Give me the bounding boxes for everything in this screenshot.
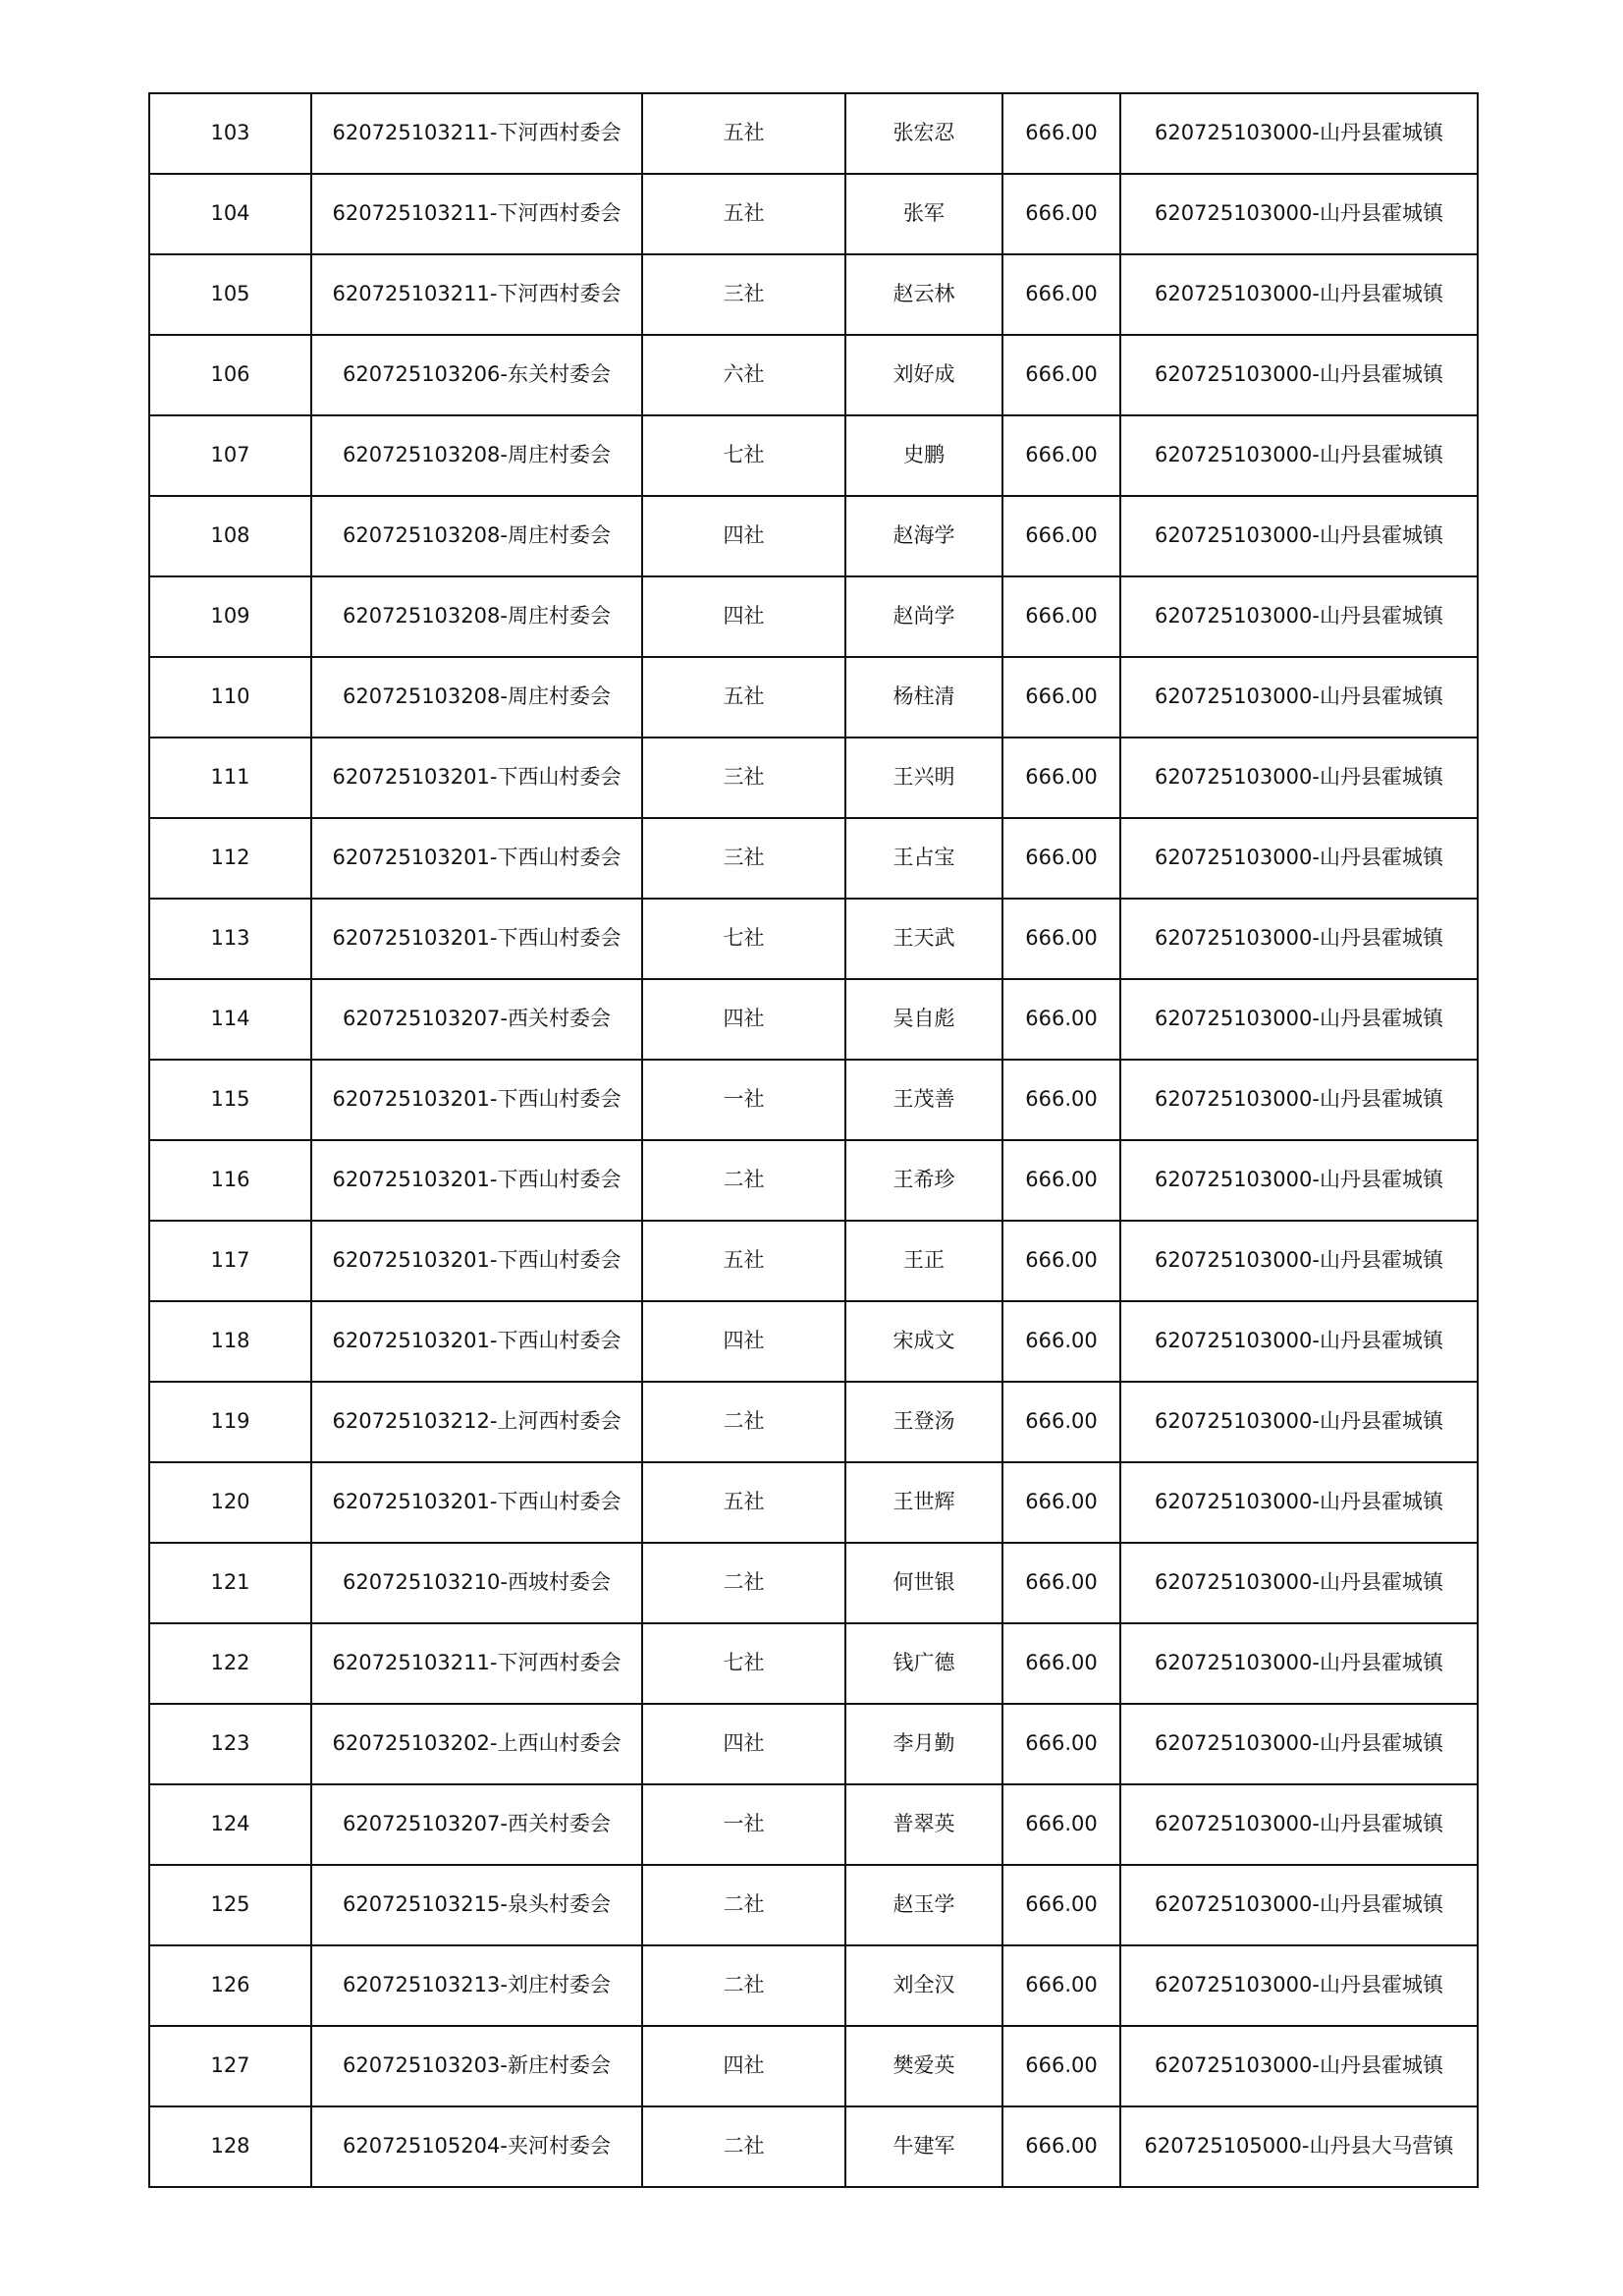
- row-number-cell: 121: [149, 1543, 311, 1623]
- row-number-cell: 120: [149, 1462, 311, 1543]
- amount-cell: 666.00: [1002, 1623, 1120, 1704]
- village-group-cell: 二社: [642, 1382, 845, 1462]
- amount-cell: 666.00: [1002, 1301, 1120, 1382]
- amount-cell: 666.00: [1002, 496, 1120, 576]
- village-committee-cell: 620725103207-西关村委会: [311, 1784, 642, 1865]
- township-cell: 620725103000-山丹县霍城镇: [1120, 576, 1478, 657]
- amount-cell: 666.00: [1002, 2026, 1120, 2106]
- person-name-cell: 牛建军: [845, 2106, 1002, 2187]
- amount-cell: 666.00: [1002, 657, 1120, 738]
- village-group-cell: 五社: [642, 657, 845, 738]
- table-row: [149, 1462, 1478, 1543]
- village-committee-cell: 620725103213-刘庄村委会: [311, 1945, 642, 2026]
- township-cell: 620725103000-山丹县霍城镇: [1120, 1301, 1478, 1382]
- village-committee-cell: 620725103201-下西山村委会: [311, 1060, 642, 1140]
- township-cell: 620725103000-山丹县霍城镇: [1120, 415, 1478, 496]
- person-name-cell: 杨柱清: [845, 657, 1002, 738]
- village-group-cell: 五社: [642, 174, 845, 254]
- village-group-cell: 七社: [642, 899, 845, 979]
- table-row: [149, 1221, 1478, 1301]
- row-number-cell: 103: [149, 93, 311, 174]
- row-number-cell: 127: [149, 2026, 311, 2106]
- township-cell: 620725103000-山丹县霍城镇: [1120, 1140, 1478, 1221]
- row-number-cell: 128: [149, 2106, 311, 2187]
- village-committee-cell: 620725103211-下河西村委会: [311, 93, 642, 174]
- village-group-cell: 四社: [642, 2026, 845, 2106]
- amount-cell: 666.00: [1002, 818, 1120, 899]
- row-number-cell: 114: [149, 979, 311, 1060]
- amount-cell: 666.00: [1002, 576, 1120, 657]
- amount-cell: 666.00: [1002, 1462, 1120, 1543]
- row-number-cell: 105: [149, 254, 311, 335]
- village-group-cell: 四社: [642, 1301, 845, 1382]
- person-name-cell: 史鹏: [845, 415, 1002, 496]
- amount-cell: 666.00: [1002, 1382, 1120, 1462]
- village-committee-cell: 620725103208-周庄村委会: [311, 496, 642, 576]
- table-row: [149, 657, 1478, 738]
- village-group-cell: 二社: [642, 1543, 845, 1623]
- township-cell: 620725103000-山丹县霍城镇: [1120, 93, 1478, 174]
- township-cell: 620725103000-山丹县霍城镇: [1120, 1865, 1478, 1945]
- table-row: [149, 1784, 1478, 1865]
- person-name-cell: 何世银: [845, 1543, 1002, 1623]
- village-committee-cell: 620725103201-下西山村委会: [311, 899, 642, 979]
- township-cell: 620725103000-山丹县霍城镇: [1120, 1462, 1478, 1543]
- person-name-cell: 刘全汉: [845, 1945, 1002, 2026]
- table-row: [149, 415, 1478, 496]
- row-number-cell: 115: [149, 1060, 311, 1140]
- township-cell: 620725103000-山丹县霍城镇: [1120, 1784, 1478, 1865]
- township-cell: 620725103000-山丹县霍城镇: [1120, 1623, 1478, 1704]
- village-committee-cell: 620725103211-下河西村委会: [311, 174, 642, 254]
- table-row: [149, 335, 1478, 415]
- village-committee-cell: 620725103210-西坡村委会: [311, 1543, 642, 1623]
- village-group-cell: 三社: [642, 738, 845, 818]
- row-number-cell: 126: [149, 1945, 311, 2026]
- person-name-cell: 李月勤: [845, 1704, 1002, 1784]
- village-committee-cell: 620725103208-周庄村委会: [311, 657, 642, 738]
- village-committee-cell: 620725103208-周庄村委会: [311, 415, 642, 496]
- person-name-cell: 张军: [845, 174, 1002, 254]
- table-row: [149, 1704, 1478, 1784]
- table-row: [149, 1543, 1478, 1623]
- township-cell: 620725103000-山丹县霍城镇: [1120, 657, 1478, 738]
- amount-cell: 666.00: [1002, 1704, 1120, 1784]
- amount-cell: 666.00: [1002, 335, 1120, 415]
- person-name-cell: 吴自彪: [845, 979, 1002, 1060]
- table-row: [149, 1945, 1478, 2026]
- row-number-cell: 118: [149, 1301, 311, 1382]
- village-committee-cell: 620725103212-上河西村委会: [311, 1382, 642, 1462]
- village-committee-cell: 620725103201-下西山村委会: [311, 1221, 642, 1301]
- village-committee-cell: 620725103207-西关村委会: [311, 979, 642, 1060]
- table-row: [149, 899, 1478, 979]
- person-name-cell: 赵玉学: [845, 1865, 1002, 1945]
- village-committee-cell: 620725103201-下西山村委会: [311, 738, 642, 818]
- village-group-cell: 一社: [642, 1060, 845, 1140]
- township-cell: 620725103000-山丹县霍城镇: [1120, 174, 1478, 254]
- amount-cell: 666.00: [1002, 979, 1120, 1060]
- amount-cell: 666.00: [1002, 1140, 1120, 1221]
- person-name-cell: 赵尚学: [845, 576, 1002, 657]
- table-row: [149, 1382, 1478, 1462]
- village-group-cell: 四社: [642, 576, 845, 657]
- amount-cell: 666.00: [1002, 2106, 1120, 2187]
- amount-cell: 666.00: [1002, 1543, 1120, 1623]
- amount-cell: 666.00: [1002, 1784, 1120, 1865]
- row-number-cell: 116: [149, 1140, 311, 1221]
- table-row: [149, 254, 1478, 335]
- village-committee-cell: 620725103215-泉头村委会: [311, 1865, 642, 1945]
- village-group-cell: 七社: [642, 1623, 845, 1704]
- village-committee-cell: 620725103201-下西山村委会: [311, 1140, 642, 1221]
- village-group-cell: 三社: [642, 818, 845, 899]
- village-committee-cell: 620725105204-夹河村委会: [311, 2106, 642, 2187]
- township-cell: 620725103000-山丹县霍城镇: [1120, 496, 1478, 576]
- township-cell: 620725103000-山丹县霍城镇: [1120, 1704, 1478, 1784]
- amount-cell: 666.00: [1002, 1945, 1120, 2026]
- village-group-cell: 二社: [642, 1865, 845, 1945]
- person-name-cell: 王茂善: [845, 1060, 1002, 1140]
- row-number-cell: 112: [149, 818, 311, 899]
- person-name-cell: 王正: [845, 1221, 1002, 1301]
- row-number-cell: 117: [149, 1221, 311, 1301]
- person-name-cell: 樊爱英: [845, 2026, 1002, 2106]
- village-group-cell: 一社: [642, 1784, 845, 1865]
- table-row: [149, 496, 1478, 576]
- township-cell: 620725103000-山丹县霍城镇: [1120, 1060, 1478, 1140]
- township-cell: 620725103000-山丹县霍城镇: [1120, 1543, 1478, 1623]
- township-cell: 620725103000-山丹县霍城镇: [1120, 738, 1478, 818]
- amount-cell: 666.00: [1002, 1865, 1120, 1945]
- row-number-cell: 111: [149, 738, 311, 818]
- township-cell: 620725103000-山丹县霍城镇: [1120, 1221, 1478, 1301]
- table-row: [149, 818, 1478, 899]
- amount-cell: 666.00: [1002, 254, 1120, 335]
- table-row: [149, 738, 1478, 818]
- row-number-cell: 104: [149, 174, 311, 254]
- person-name-cell: 王天武: [845, 899, 1002, 979]
- row-number-cell: 107: [149, 415, 311, 496]
- person-name-cell: 钱广德: [845, 1623, 1002, 1704]
- township-cell: 620725103000-山丹县霍城镇: [1120, 899, 1478, 979]
- amount-cell: 666.00: [1002, 1060, 1120, 1140]
- village-group-cell: 二社: [642, 1945, 845, 2026]
- row-number-cell: 119: [149, 1382, 311, 1462]
- village-group-cell: 七社: [642, 415, 845, 496]
- village-committee-cell: 620725103201-下西山村委会: [311, 818, 642, 899]
- village-committee-cell: 620725103201-下西山村委会: [311, 1462, 642, 1543]
- row-number-cell: 113: [149, 899, 311, 979]
- village-group-cell: 六社: [642, 335, 845, 415]
- township-cell: 620725103000-山丹县霍城镇: [1120, 335, 1478, 415]
- village-committee-cell: 620725103211-下河西村委会: [311, 1623, 642, 1704]
- person-name-cell: 赵海学: [845, 496, 1002, 576]
- village-group-cell: 二社: [642, 1140, 845, 1221]
- village-group-cell: 五社: [642, 1462, 845, 1543]
- township-cell: 620725103000-山丹县霍城镇: [1120, 254, 1478, 335]
- village-committee-cell: 620725103208-周庄村委会: [311, 576, 642, 657]
- township-cell: 620725105000-山丹县大马营镇: [1120, 2106, 1478, 2187]
- village-group-cell: 三社: [642, 254, 845, 335]
- table-body: [149, 93, 1478, 2187]
- row-number-cell: 124: [149, 1784, 311, 1865]
- village-group-cell: 五社: [642, 1221, 845, 1301]
- township-cell: 620725103000-山丹县霍城镇: [1120, 979, 1478, 1060]
- table-row: [149, 2106, 1478, 2187]
- person-name-cell: 张宏忍: [845, 93, 1002, 174]
- table-row: [149, 576, 1478, 657]
- person-name-cell: 王世辉: [845, 1462, 1002, 1543]
- person-name-cell: 赵云林: [845, 254, 1002, 335]
- amount-cell: 666.00: [1002, 899, 1120, 979]
- row-number-cell: 110: [149, 657, 311, 738]
- row-number-cell: 109: [149, 576, 311, 657]
- township-cell: 620725103000-山丹县霍城镇: [1120, 2026, 1478, 2106]
- table-row: [149, 2026, 1478, 2106]
- township-cell: 620725103000-山丹县霍城镇: [1120, 1382, 1478, 1462]
- table-row: [149, 1301, 1478, 1382]
- village-group-cell: 四社: [642, 1704, 845, 1784]
- table-row: [149, 174, 1478, 254]
- village-committee-cell: 620725103206-东关村委会: [311, 335, 642, 415]
- person-name-cell: 王占宝: [845, 818, 1002, 899]
- table-row: [149, 1060, 1478, 1140]
- table-row: [149, 1865, 1478, 1945]
- village-group-cell: 二社: [642, 2106, 845, 2187]
- person-name-cell: 王登汤: [845, 1382, 1002, 1462]
- row-number-cell: 122: [149, 1623, 311, 1704]
- amount-cell: 666.00: [1002, 738, 1120, 818]
- row-number-cell: 106: [149, 335, 311, 415]
- township-cell: 620725103000-山丹县霍城镇: [1120, 818, 1478, 899]
- person-name-cell: 宋成文: [845, 1301, 1002, 1382]
- person-name-cell: 刘好成: [845, 335, 1002, 415]
- township-cell: 620725103000-山丹县霍城镇: [1120, 1945, 1478, 2026]
- row-number-cell: 125: [149, 1865, 311, 1945]
- village-committee-cell: 620725103201-下西山村委会: [311, 1301, 642, 1382]
- amount-cell: 666.00: [1002, 415, 1120, 496]
- table-row: [149, 1623, 1478, 1704]
- village-committee-cell: 620725103203-新庄村委会: [311, 2026, 642, 2106]
- subsidy-roster-table: [148, 92, 1479, 2188]
- amount-cell: 666.00: [1002, 174, 1120, 254]
- amount-cell: 666.00: [1002, 1221, 1120, 1301]
- person-name-cell: 普翠英: [845, 1784, 1002, 1865]
- village-group-cell: 四社: [642, 979, 845, 1060]
- row-number-cell: 123: [149, 1704, 311, 1784]
- village-group-cell: 四社: [642, 496, 845, 576]
- village-committee-cell: 620725103211-下河西村委会: [311, 254, 642, 335]
- village-committee-cell: 620725103202-上西山村委会: [311, 1704, 642, 1784]
- row-number-cell: 108: [149, 496, 311, 576]
- village-group-cell: 五社: [642, 93, 845, 174]
- amount-cell: 666.00: [1002, 93, 1120, 174]
- table-row: [149, 93, 1478, 174]
- table-row: [149, 1140, 1478, 1221]
- person-name-cell: 王兴明: [845, 738, 1002, 818]
- person-name-cell: 王希珍: [845, 1140, 1002, 1221]
- table-row: [149, 979, 1478, 1060]
